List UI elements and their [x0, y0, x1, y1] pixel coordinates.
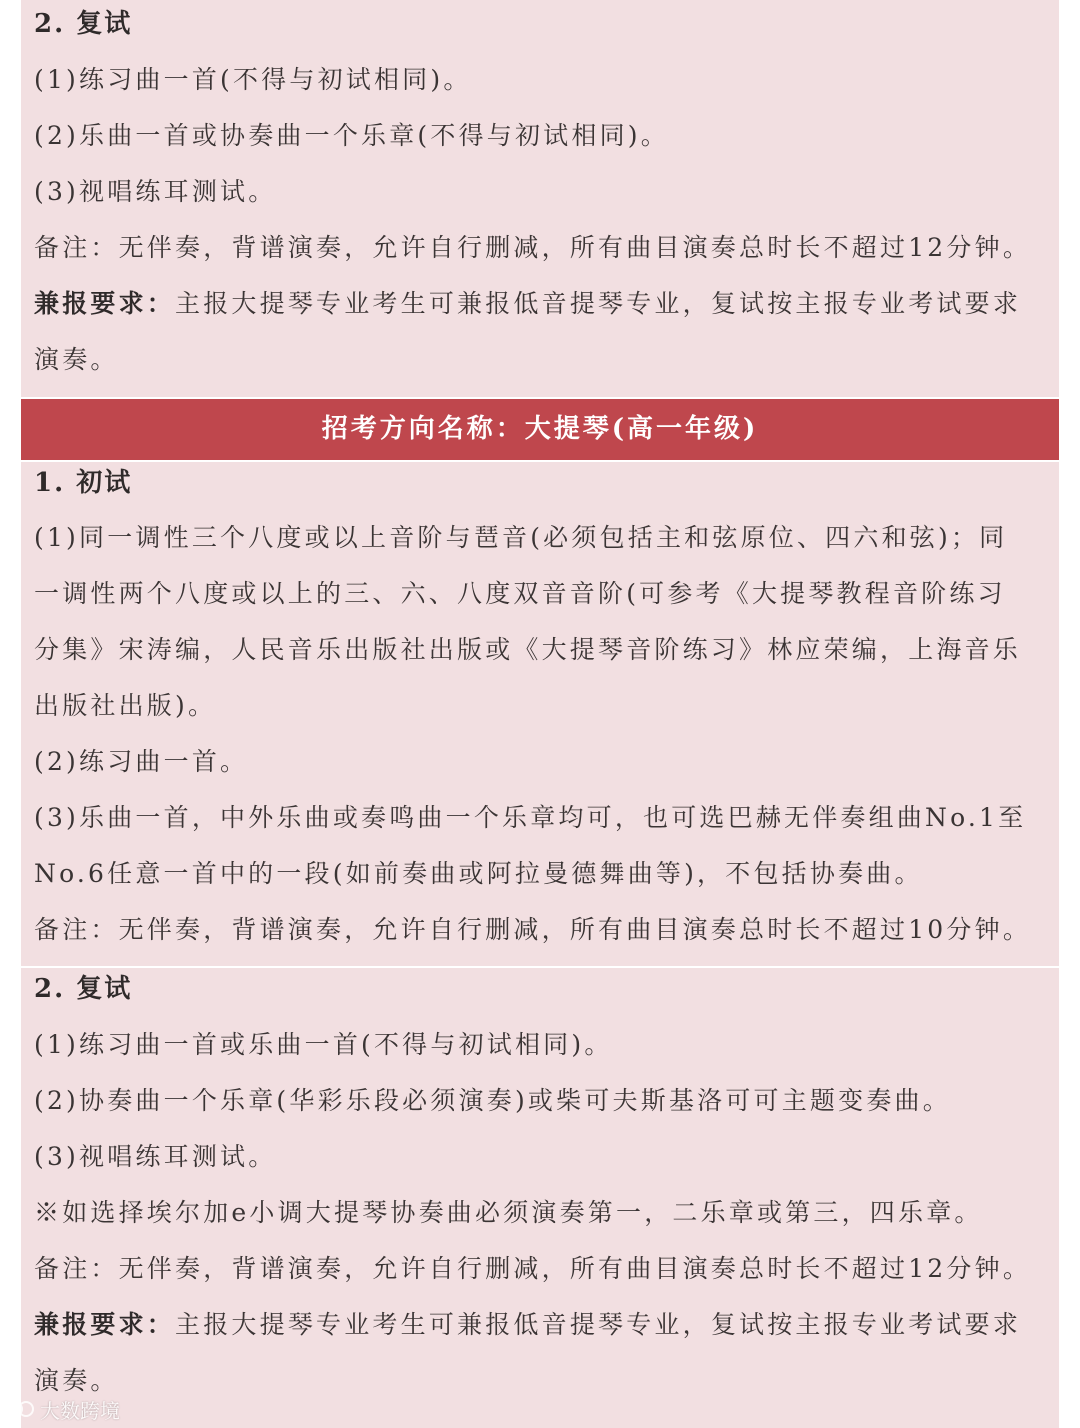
logo-icon	[6, 1398, 36, 1420]
note-text: 备注：无伴奏，背谱演奏，允许自行删减，所有曲目演奏总时长不超过12分钟。	[34, 233, 1032, 262]
list-item: (1)练习曲一首(不得与初试相同)。	[34, 65, 472, 94]
list-item: 分集》宋涛编，人民音乐出版社出版或《大提琴音阶练习》林应荣编，上海音乐	[34, 635, 1022, 664]
list-item: (1)练习曲一首或乐曲一首(不得与初试相同)。	[34, 1030, 613, 1059]
requirement-label: 兼报要求：	[34, 1310, 176, 1339]
retest-section-panel	[21, 968, 1059, 1428]
section-heading: 2. 复试	[34, 9, 133, 39]
watermark-text: 大数跨境	[40, 1398, 120, 1423]
note-text: 备注：无伴奏，背谱演奏，允许自行删减，所有曲目演奏总时长不超过12分钟。	[34, 1254, 1032, 1283]
list-item: 一调性两个八度或以上的三、六、八度双音音阶(可参考《大提琴教程音阶练习	[34, 579, 1006, 608]
list-item: (1)同一调性三个八度或以上音阶与琶音(必须包括主和弦原位、四六和弦)；同	[34, 523, 1008, 552]
requirement-continuation: 演奏。	[34, 345, 119, 374]
list-item: No.6任意一首中的一段(如前奏曲或阿拉曼德舞曲等)，不包括协奏曲。	[34, 859, 923, 888]
requirement-line	[34, 1308, 1049, 1342]
requirement-continuation: 演奏。	[34, 1366, 119, 1395]
watermark	[6, 1394, 120, 1424]
list-item: (2)协奏曲一个乐章(华彩乐段必须演奏)或柴可夫斯基洛可可主题变奏曲。	[34, 1086, 951, 1115]
list-item: ※如选择埃尔加e小调大提琴协奏曲必须演奏第一，二乐章或第三，四乐章。	[34, 1198, 983, 1227]
list-item: (3)视唱练耳测试。	[34, 1142, 277, 1171]
section-heading: 2. 复试	[34, 974, 133, 1004]
list-item: (3)视唱练耳测试。	[34, 177, 277, 206]
top-section-panel	[21, 0, 1059, 397]
initial-section-panel	[21, 462, 1059, 966]
section-heading: 1. 初试	[34, 468, 133, 498]
requirement-text: 主报大提琴专业考生可兼报低音提琴专业，复试按主报专业考试要求	[175, 1310, 1022, 1339]
requirement-text: 主报大提琴专业考生可兼报低音提琴专业，复试按主报专业考试要求	[175, 289, 1022, 318]
section-banner: 招考方向名称：大提琴(高一年级)	[21, 399, 1059, 460]
requirement-label: 兼报要求：	[34, 289, 176, 318]
list-item: (3)乐曲一首，中外乐曲或奏鸣曲一个乐章均可，也可选巴赫无伴奏组曲No.1至	[34, 803, 1027, 832]
list-item: (2)练习曲一首。	[34, 747, 249, 776]
note-text: 备注：无伴奏，背谱演奏，允许自行删减，所有曲目演奏总时长不超过10分钟。	[34, 915, 1032, 944]
requirement-line	[34, 287, 1049, 321]
list-item: (2)乐曲一首或协奏曲一个乐章(不得与初试相同)。	[34, 121, 669, 150]
list-item: 出版社出版)。	[34, 691, 217, 720]
